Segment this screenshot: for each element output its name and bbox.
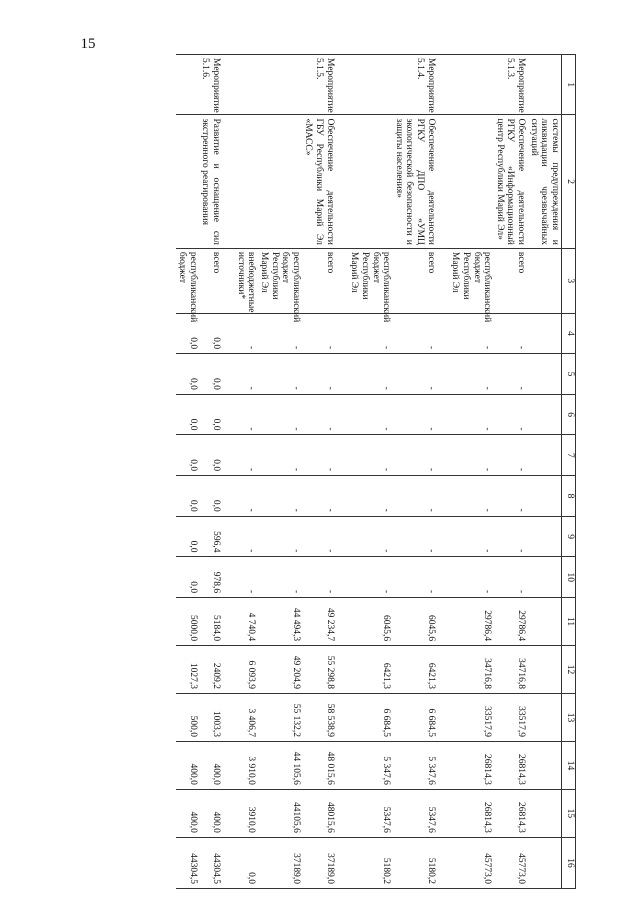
value-cell: 400,0 [176,789,199,837]
value-cell: 978,6 [199,557,222,598]
value-cell: 6045,6 [392,598,437,646]
value-cell: - [449,516,494,557]
value-cell: 55 298,8 [302,646,336,694]
col-header: 7 [562,435,576,476]
event-description-cell [176,115,199,248]
value-cell: - [234,354,257,395]
value-cell: 5184,0 [199,598,222,646]
value-cell: 5 347,6 [392,741,437,789]
value-cell: 34716,8 [449,646,494,694]
table-row [449,55,494,889]
value-cell: 37189,0 [257,837,302,888]
col-header: 9 [562,516,576,557]
value-cell: 0,0 [176,435,199,476]
value-cell: 49 234,7 [302,598,336,646]
value-cell: 26814,3 [449,741,494,789]
table-row [176,55,199,889]
funding-source-cell: всего [493,248,527,313]
event-code-cell [234,55,257,115]
value-cell: 29786,4 [493,598,527,646]
value-cell: - [302,435,336,476]
funding-source-cell: республиканский бюджет Республики Марий Эл [257,248,302,313]
value-cell: 26814,3 [493,789,527,837]
value-cell: - [302,476,336,517]
value-cell: 45773,0 [493,837,527,888]
value-cell: 400,0 [199,741,222,789]
value-cell: - [449,557,494,598]
value-cell: 5347,6 [392,789,437,837]
col-header: 16 [562,837,576,888]
value-cell: 0,0 [176,516,199,557]
value-cell: 596,4 [199,516,222,557]
col-header: 2 [562,115,576,248]
event-description-cell [234,115,257,248]
cell [527,248,561,313]
value-cell: - [493,354,527,395]
value-cell: - [234,476,257,517]
value-cell: 6 684,5 [392,694,437,742]
value-cell: 0,0 [176,354,199,395]
value-cell: - [234,313,257,354]
table-row [493,55,527,889]
value-cell: 0,0 [199,476,222,517]
value-cell: 45773,0 [449,837,494,888]
value-cell: 1003,3 [199,694,222,742]
value-cell: 1027,3 [176,646,199,694]
value-cell: - [493,394,527,435]
value-cell: - [302,354,336,395]
value-cell: 6045,6 [348,598,393,646]
value-cell: - [392,435,437,476]
event-description-cell: Развитие и оснащение сил экстренного реагирования [199,115,222,248]
table-row [302,55,336,889]
value-cell: 6421,3 [392,646,437,694]
header-row [562,55,576,889]
value-cell: - [234,557,257,598]
event-description-cell: Обеспечение деятельности ГБУ Республики Марий Эл «МАСС» [302,115,336,248]
value-cell: 500,0 [176,694,199,742]
value-cell: 2409,2 [199,646,222,694]
value-cell: - [493,313,527,354]
page-number: 15 [80,36,96,52]
col-header: 15 [562,789,576,837]
value-cell: 0,0 [176,313,199,354]
funding-source-cell: республиканский бюджет [176,248,199,313]
value-cell: - [257,476,302,517]
value-cell: 3 910,0 [234,741,257,789]
value-cell: - [302,394,336,435]
value-cell: 0,0 [234,837,257,888]
value-cell: - [257,354,302,395]
event-description-cell: Обеспечение деятельности РГКУ ДПО «УМЦ экологической безопасности и защиты населения» [392,115,437,248]
value-cell: 44304,5 [176,837,199,888]
table-row [234,55,257,889]
value-cell: 0,0 [176,557,199,598]
value-cell: 0,0 [199,313,222,354]
value-cell: - [392,557,437,598]
event-description-cell: Обеспечение деятельности РГКУ «Информационный центр Республики Марий Эл» [493,115,527,248]
event-code-cell: Мероприятие 5.1.4. [392,55,437,115]
value-cell: - [302,313,336,354]
value-cell: 37189,0 [302,837,336,888]
value-cell: - [257,557,302,598]
value-cell: 5180,2 [392,837,437,888]
value-cell: - [392,313,437,354]
value-cell: 0,0 [199,435,222,476]
value-cell: 29786,4 [449,598,494,646]
table-row [392,55,437,889]
value-cell: 5347,6 [348,789,393,837]
value-cell: 5000,0 [176,598,199,646]
value-cell: - [392,394,437,435]
value-cell: - [234,516,257,557]
event-code-cell: Мероприятие 5.1.5. [302,55,336,115]
value-cell: 33517,9 [449,694,494,742]
event-description-cell [348,115,393,248]
value-cell: 3 406,7 [234,694,257,742]
value-cell: - [257,394,302,435]
col-header: 5 [562,354,576,395]
continuation-row [527,55,561,889]
value-cell: - [234,394,257,435]
value-cell: 5180,2 [348,837,393,888]
funding-source-cell: всего [199,248,222,313]
value-cell: 3910,0 [234,789,257,837]
funding-source-cell: всего [392,248,437,313]
col-header: 12 [562,646,576,694]
budget-table [176,54,576,889]
value-cell: - [449,476,494,517]
value-cell: 44304,5 [199,837,222,888]
value-cell: - [348,435,393,476]
event-code-cell [257,55,302,115]
value-cell: - [234,435,257,476]
event-description-cell [257,115,302,248]
value-cell: 44 105,6 [257,741,302,789]
event-code-cell [449,55,494,115]
value-cell: 5 347,6 [348,741,393,789]
value-cell: - [493,557,527,598]
table-row [348,55,393,889]
value-cell: - [449,354,494,395]
event-code-cell: Мероприятие 5.1.6. [199,55,222,115]
col-header: 14 [562,741,576,789]
value-cell: - [449,313,494,354]
value-cell: 0,0 [199,394,222,435]
cell [527,55,561,115]
value-cell: 48 015,6 [302,741,336,789]
event-code-cell [176,55,199,115]
funding-source-cell: внебюджетные источники* [234,248,257,313]
value-cell: 400,0 [199,789,222,837]
value-cell: - [348,516,393,557]
value-cell: - [257,313,302,354]
funding-source-cell: республиканский бюджет Республики Марий Эл [348,248,393,313]
value-cell: 26814,3 [493,741,527,789]
value-cell: - [302,557,336,598]
col-header: 6 [562,394,576,435]
value-cell: - [449,435,494,476]
value-cell: 55 132,2 [257,694,302,742]
col-header: 8 [562,476,576,517]
rotated-table-wrapper [106,54,576,889]
value-cell: - [493,516,527,557]
value-cell: - [257,516,302,557]
value-cell: - [302,516,336,557]
value-cell: 0,0 [176,394,199,435]
value-cell: - [392,516,437,557]
funding-source-cell: всего [302,248,336,313]
value-cell: - [257,435,302,476]
value-cell: 34716,8 [493,646,527,694]
table-row [257,55,302,889]
value-cell: 6 093,9 [234,646,257,694]
col-header: 1 [562,55,576,115]
value-cell: 33517,9 [493,694,527,742]
value-cell: - [348,476,393,517]
value-cell: 44105,6 [257,789,302,837]
event-description-cell [449,115,494,248]
value-cell: 58 538,9 [302,694,336,742]
value-cell: 44 494,3 [257,598,302,646]
value-cell: - [348,394,393,435]
value-cell: 48015,6 [302,789,336,837]
col-header: 11 [562,598,576,646]
value-cell: - [348,354,393,395]
funding-source-cell: республиканский бюджет Республики Марий Эл [449,248,494,313]
value-cell: 6421,3 [348,646,393,694]
value-cell: 49 204,9 [257,646,302,694]
event-code-cell: Мероприятие 5.1.3. [493,55,527,115]
value-cell: 400,0 [176,741,199,789]
value-cell: - [392,476,437,517]
value-cell: 6 684,5 [348,694,393,742]
col-header: 3 [562,248,576,313]
value-cell: - [449,394,494,435]
value-cell: - [493,476,527,517]
value-cell: 26814,3 [449,789,494,837]
value-cell: 0,0 [199,354,222,395]
event-code-cell [348,55,393,115]
value-cell: 4 740,4 [234,598,257,646]
col-header: 4 [562,313,576,354]
value-cell: - [392,354,437,395]
value-cell: - [348,313,393,354]
value-cell: 0,0 [176,476,199,517]
col-header: 13 [562,694,576,742]
continuation-description: системы предупреждения и ликвидации чрезвычайных ситуаций [527,115,561,248]
table-row [199,55,222,889]
value-cell: - [348,557,393,598]
value-cell: - [493,435,527,476]
col-header: 10 [562,557,576,598]
